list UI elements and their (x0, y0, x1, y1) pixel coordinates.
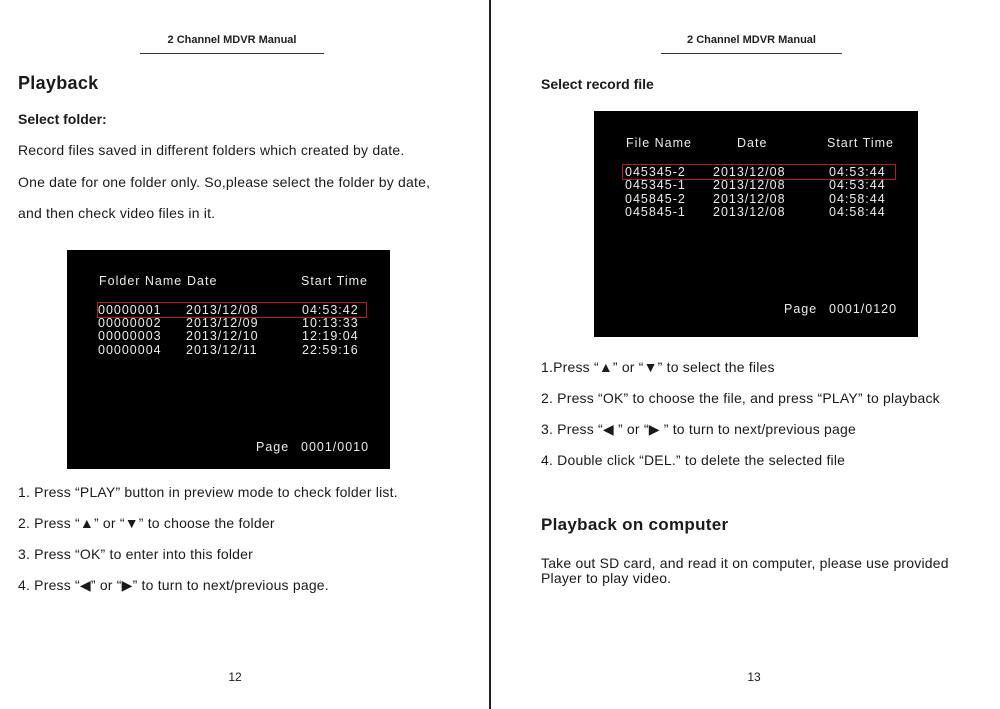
step-text: 3. Press “OK” to enter into this folder (18, 546, 254, 562)
page-header: 2 Channel MDVR Manual (167, 34, 297, 46)
pagination-value: 0001/0120 (829, 302, 898, 316)
page-number: 12 (228, 670, 242, 684)
file-start-time: 04:53:44 (829, 165, 886, 179)
file-date: 2013/12/08 (713, 205, 786, 219)
file-start-time: 04:53:44 (829, 178, 886, 192)
pagination-label: Page (256, 440, 290, 454)
intro-line: Record files saved in different folders which created by date. (18, 142, 405, 158)
page-title: Playback (18, 73, 99, 93)
folder-name: 00000002 (98, 316, 162, 330)
section-subtitle: Select folder: (18, 111, 107, 127)
file-name: 045345-2 (625, 165, 686, 179)
file-name: 045345-1 (625, 178, 686, 192)
folder-date: 2013/12/08 (186, 303, 259, 317)
column-header-start-time: Start Time (827, 136, 894, 150)
folder-list-screen (67, 250, 390, 469)
file-name: 045845-1 (625, 205, 686, 219)
folder-date: 2013/12/11 (186, 343, 258, 357)
file-name: 045845-2 (625, 192, 686, 206)
folder-date: 2013/12/09 (186, 316, 259, 330)
step-text: 4. Press “◀” or “▶” to turn to next/previous page. (18, 577, 329, 593)
intro-line: One date for one folder only. So,please select the folder by date, (18, 174, 431, 190)
folder-start-time: 10:13:33 (302, 316, 359, 330)
folder-name: 00000001 (98, 303, 162, 317)
folder-name: 00000004 (98, 343, 162, 357)
folder-date: 2013/12/10 (186, 329, 259, 343)
page-number: 13 (747, 670, 761, 684)
header-rule (140, 53, 324, 54)
pagination-value: 0001/0010 (301, 440, 370, 454)
column-header-date: Date (737, 136, 768, 150)
step-text: 1.Press “▲” or “▼” to select the files (541, 359, 775, 375)
file-date: 2013/12/08 (713, 178, 786, 192)
folder-start-time: 04:53:42 (302, 303, 359, 317)
left-page (0, 0, 490, 709)
column-header-date: Date (187, 274, 218, 288)
column-header-folder-name: Folder Name (99, 274, 183, 288)
section-subtitle: Select record file (541, 76, 654, 92)
folder-name: 00000003 (98, 329, 162, 343)
file-start-time: 04:58:44 (829, 205, 886, 219)
right-page (491, 0, 1000, 709)
pagination-label: Page (784, 302, 818, 316)
step-text: 1. Press “PLAY” button in preview mode to check folder list. (18, 484, 398, 500)
page-header: 2 Channel MDVR Manual (687, 34, 816, 46)
file-start-time: 04:58:44 (829, 192, 886, 206)
step-text: 4. Double click “DEL.” to delete the selected file (541, 452, 846, 468)
step-text: 2. Press “▲” or “▼” to choose the folder (18, 515, 275, 531)
file-date: 2013/12/08 (713, 192, 786, 206)
column-header-file-name: File Name (626, 136, 692, 150)
step-text: 3. Press “◀ ” or “▶ ” to turn to next/previous page (541, 421, 856, 437)
section-title: Playback on computer (541, 515, 729, 534)
file-list-screen (594, 111, 918, 337)
header-rule (661, 53, 842, 54)
step-text: 2. Press “OK” to choose the file, and press “PLAY” to playback (541, 390, 940, 406)
file-date: 2013/12/08 (713, 165, 786, 179)
folder-start-time: 22:59:16 (302, 343, 359, 357)
body-text-line: Take out SD card, and read it on computer, please use provided (541, 555, 949, 571)
intro-line: and then check video files in it. (18, 205, 216, 221)
folder-start-time: 12:19:04 (302, 329, 359, 343)
body-text-line: Player to play video. (541, 570, 672, 586)
column-header-start-time: Start Time (301, 274, 368, 288)
